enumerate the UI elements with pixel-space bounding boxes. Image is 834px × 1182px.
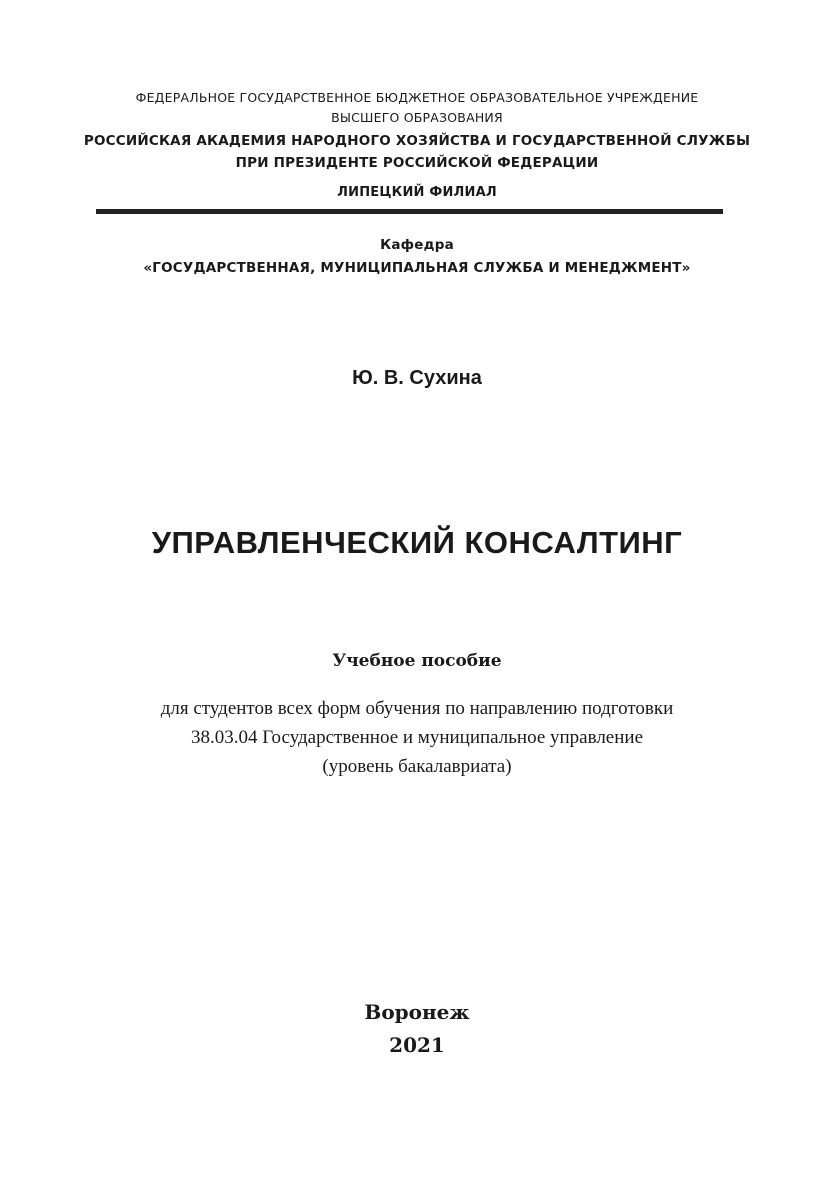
author-name: Ю. В. Сухина [352, 367, 482, 389]
org-name-line-2: ВЫСШЕГО ОБРАЗОВАНИЯ [331, 110, 503, 125]
publication-year: 2021 [389, 1033, 445, 1057]
org-name-line-1: ФЕДЕРАЛЬНОЕ ГОСУДАРСТВЕННОЕ БЮДЖЕТНОЕ ОБРАЗОВАТЕЛЬНОЕ УЧРЕЖДЕНИЕ [135, 90, 699, 105]
description-line-1: для студентов всех форм обучения по направлению подготовки [160, 698, 674, 719]
book-type: Учебное пособие [332, 651, 502, 671]
org-name-line-3: РОССИЙСКАЯ АКАДЕМИЯ НАРОДНОГО ХОЗЯЙСТВА И ГОСУДАРСТВЕННОЙ СЛУЖБЫ [83, 133, 751, 149]
publication-city: Воронеж [364, 1000, 470, 1024]
org-name-line-4: ПРИ ПРЕЗИДЕНТЕ РОССИЙСКОЙ ФЕДЕРАЦИИ [235, 155, 599, 171]
department-label: Кафедра [380, 237, 454, 253]
header-divider [96, 209, 723, 214]
department-name: «ГОСУДАРСТВЕННАЯ, МУНИЦИПАЛЬНАЯ СЛУЖБА И МЕНЕДЖМЕНТ» [143, 260, 691, 276]
branch-name: ЛИПЕЦКИЙ ФИЛИАЛ [337, 185, 497, 200]
book-title: УПРАВЛЕНЧЕСКИЙ КОНСАЛТИНГ [151, 525, 683, 560]
description-line-2: 38.03.04 Государственное и муниципальное управление [190, 727, 644, 748]
description-line-3: (уровень бакалавриата) [322, 756, 512, 777]
